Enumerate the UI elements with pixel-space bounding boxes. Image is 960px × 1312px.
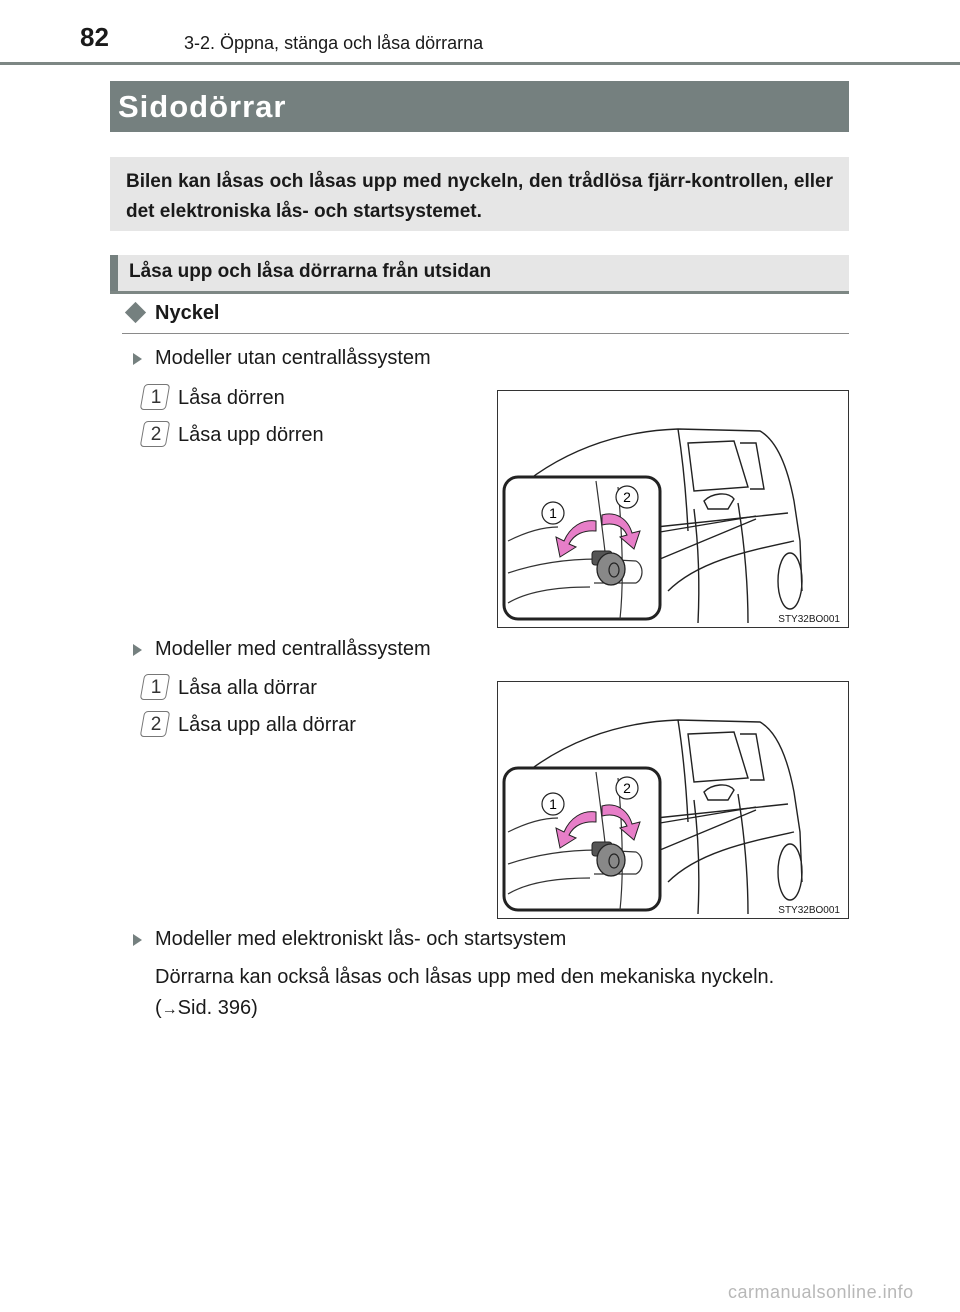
callout-label: 1	[549, 505, 557, 521]
subheading-bar	[110, 255, 118, 291]
subheading: Låsa upp och låsa dörrarna från utsidan	[129, 261, 492, 282]
model-label: Modeller med elektroniskt lås- och startsystem	[155, 928, 567, 950]
step-text: Låsa upp dörren	[178, 424, 324, 446]
key-head	[597, 553, 625, 585]
model-label: Modeller med centrallåssystem	[155, 638, 431, 660]
reference-link[interactable]: Sid. 396	[177, 997, 252, 1019]
step-number: 2	[145, 423, 167, 447]
mechanical-key-text: Dörrarna kan också låsas och låsas upp med den mekaniska nyckeln.	[155, 966, 775, 988]
key-heading: Nyckel	[155, 302, 220, 324]
car-door-key-illustration	[498, 391, 848, 627]
figure-code: STY32BO001	[778, 614, 840, 625]
page-title: Sidodörrar	[118, 89, 287, 124]
callout-label: 2	[623, 489, 631, 505]
intro-text: Bilen kan låsas och låsas upp med nyckeln, den trådlösa fjärr-kontrollen, eller det elektroniska lås- och startsystemet.	[126, 171, 833, 222]
page-number: 82	[80, 22, 109, 52]
reference-arrow-icon: →	[161, 1001, 178, 1018]
key-heading-rule	[122, 333, 849, 334]
triangle-bullet-icon	[133, 934, 142, 946]
title-band	[110, 81, 849, 132]
car-door-key-illustration	[498, 682, 848, 918]
callout-label: 1	[549, 796, 557, 812]
step-number: 1	[145, 386, 167, 410]
page-reference[interactable]: (→Sid. 396)	[155, 997, 258, 1019]
step-text: Låsa upp alla dörrar	[178, 714, 356, 736]
intro-box	[110, 157, 849, 231]
step-number: 1	[145, 676, 167, 700]
watermark: carmanualsonline.info	[728, 1282, 914, 1302]
central-lock-figure	[497, 681, 849, 919]
callout-label: 2	[623, 780, 631, 796]
model-label: Modeller utan centrallåssystem	[155, 347, 431, 369]
running-header: 3-2. Öppna, stänga och låsa dörrarna	[184, 33, 484, 53]
step-number: 2	[145, 713, 167, 737]
step-text: Låsa dörren	[178, 387, 285, 409]
triangle-bullet-icon	[133, 644, 142, 656]
key-lock-figure	[497, 390, 849, 628]
subheading-box	[110, 255, 849, 294]
step-text: Låsa alla dörrar	[178, 677, 317, 699]
key-head	[597, 844, 625, 876]
header-rule	[0, 62, 960, 65]
triangle-bullet-icon	[133, 353, 142, 365]
figure-code: STY32BO001	[778, 905, 840, 916]
diamond-icon	[125, 302, 146, 323]
